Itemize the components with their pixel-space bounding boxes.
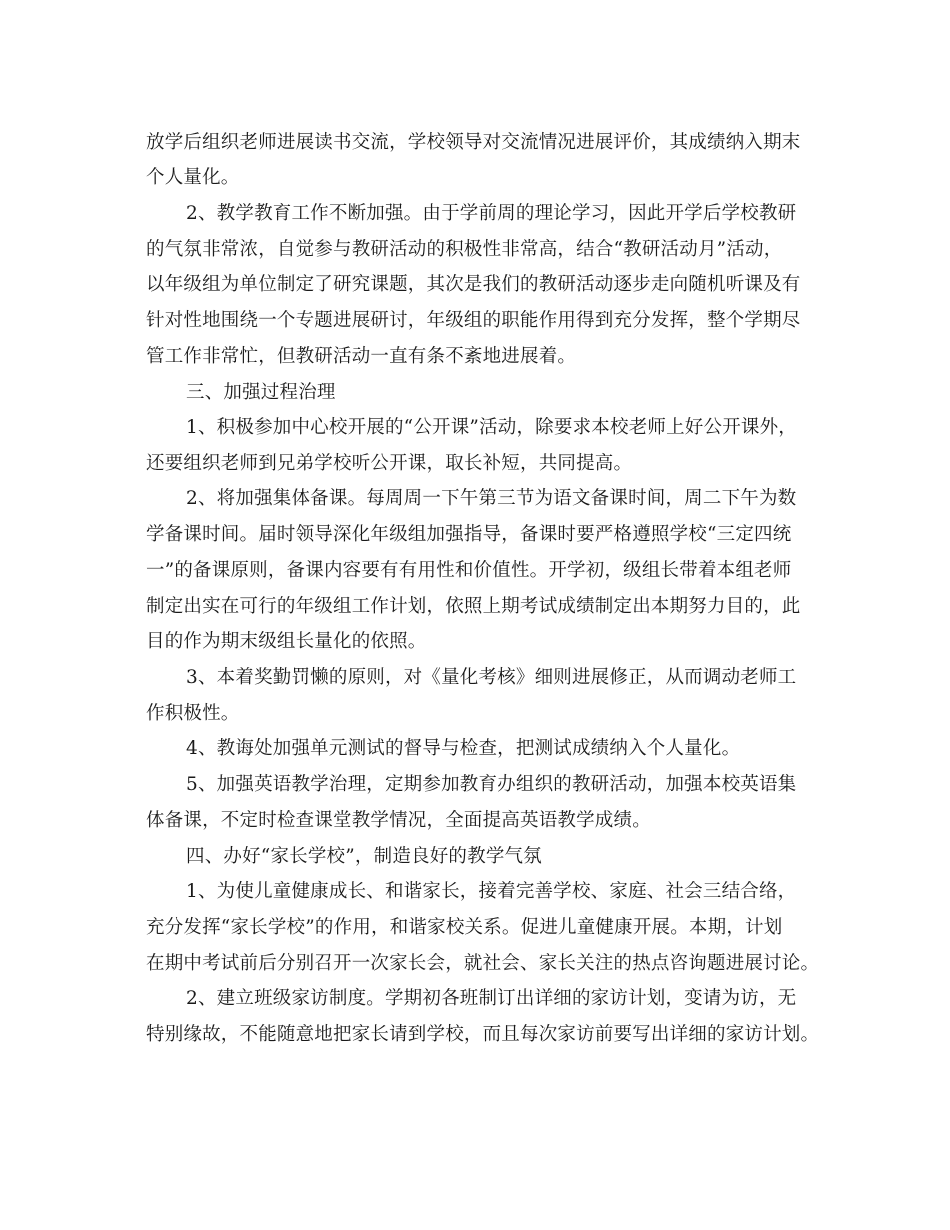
text-line: 4、教诲处加强单元测试的督导与检查，把测试成绩纳入个人量化。 xyxy=(186,738,741,759)
text-line: 以年级组为单位制定了研究课题，其次是我们的教研活动逐步走向随机听课及有 xyxy=(146,274,801,295)
text-line: 目的作为期末级组长量化的依照。 xyxy=(146,631,427,652)
text-line: 一”的备课原则，备课内容要有有用性和价值性。开学初，级组长带着本组老师 xyxy=(146,560,792,581)
text-line: 学备课时间。届时领导深化年级组加强指导，备课时要严格遵照学校“三定四统 xyxy=(146,524,792,545)
text-line: 管工作非常忙，但教研活动一直有条不紊地进展着。 xyxy=(146,346,577,367)
section-heading: 三、加强过程治理 xyxy=(186,382,336,403)
text-line: 2、将加强集体备课。每周周一下午第三节为语文备课时间，周二下午为数 xyxy=(186,488,797,509)
text-line: 2、建立班级家访制度。学期初各班制订出详细的家访计划，变请为访，无 xyxy=(186,988,797,1009)
text-line: 个人量化。 xyxy=(146,167,240,188)
text-line: 体备课，不定时检查课堂教学情况，全面提高英语教学成绩。 xyxy=(146,810,651,831)
text-line: 还要组织老师到兄弟学校听公开课，取长补短，共同提高。 xyxy=(146,453,633,474)
text-line: 在期中考试前后分别召开一次家长会，就社会、家长关注的热点咨询题进展讨论。 xyxy=(146,953,820,974)
text-line: 的气氛非常浓，自觉参与教研活动的积极性非常高，结合“教研活动月”活动， xyxy=(146,239,783,260)
text-line: 放学后组织老师进展读书交流，学校领导对交流情况进展评价，其成绩纳入期末 xyxy=(146,132,801,153)
text-line: 针对性地围绕一个专题进展研讨，年级组的职能作用得到充分发挥，整个学期尽 xyxy=(146,310,801,331)
text-line: 充分发挥“家长学校”的作用，和谐家校关系。促进儿童健康开展。本期，计划 xyxy=(146,917,783,938)
text-line: 5、加强英语教学治理，定期参加教育办组织的教研活动，加强本校英语集 xyxy=(186,774,797,795)
text-line: 特别缘故，不能随意地把家长请到学校，而且每次家访前要写出详细的家访计划。 xyxy=(146,1024,820,1045)
text-line: 作积极性。 xyxy=(146,703,240,724)
text-line: 制定出实在可行的年级组工作计划，依照上期考试成绩制定出本期努力目的，此 xyxy=(146,596,801,617)
text-line: 1、为使儿童健康成长、和谐家长，接着完善学校、家庭、社会三结合络， xyxy=(186,881,797,902)
text-line: 2、教学教育工作不断加强。由于学前周的理论学习，因此开学后学校教研 xyxy=(186,203,797,224)
section-heading: 四、办好“家长学校”，制造良好的教学气氛 xyxy=(186,846,542,867)
text-line: 3、本着奖勤罚懒的原则，对《量化考核》细则进展修正，从而调动老师工 xyxy=(186,667,797,688)
text-line: 1、积极参加中心校开展的“公开课”活动，除要求本校老师上好公开课外， xyxy=(186,417,797,438)
